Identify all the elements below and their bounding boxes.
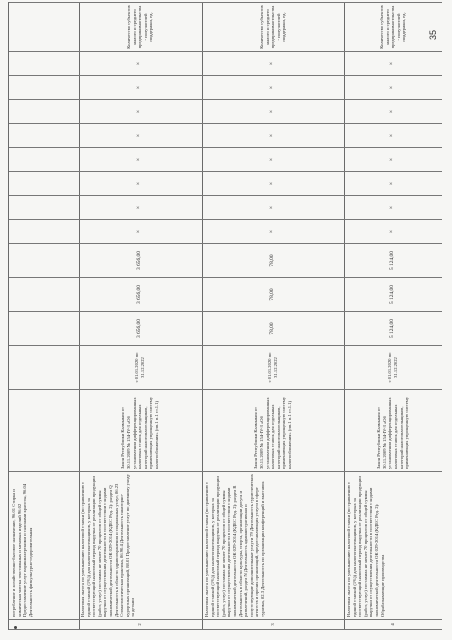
value-cell: [9, 244, 79, 278]
value-cell: 3 656,00: [78, 312, 202, 346]
x-mark-cell: ×: [344, 220, 442, 244]
indicator-cell: [9, 2, 79, 52]
empty-cell: [9, 76, 79, 100]
indicator-cell: Количество субъектов малого и среднего предпринимательства - получателей поддержки, ед.: [78, 2, 202, 52]
x-mark-cell: ×: [202, 52, 344, 76]
x-mark-cell: ×: [344, 52, 442, 76]
row-number-cell: 2: [78, 620, 202, 630]
x-mark-cell: ×: [202, 172, 344, 196]
x-mark-cell: ×: [78, 76, 202, 100]
basis-cell: Закон Республики Калмыкия от 30.11.2009 № 154-IV-З «Об установлении дифференцированных налоговых ставок для отдельных категорий налогоплательщиков, применяющих упрощенную систему налогообложения» (пп.1 п.1 ст.1.1): [202, 390, 344, 472]
empty-cell: [9, 52, 79, 76]
x-mark-cell: ×: [78, 52, 202, 76]
x-mark-cell: ×: [78, 172, 202, 196]
empty-cell: [9, 196, 79, 220]
x-mark-cell: ×: [78, 148, 202, 172]
basis-cell: Закон Республики Калмыкия от 30.11.2009 № 154-IV-З «Об установлении дифференцированных налоговых ставок для отдельных категорий налогоплательщиков, применяющих упрощенную систему: [344, 390, 442, 472]
value-cell: 3 656,00: [78, 244, 202, 278]
value-cell: 5 124,00: [344, 312, 442, 346]
period-cell: [9, 346, 79, 390]
period-cell: с 01.01.2020 по 31.12.2022: [202, 346, 344, 390]
indicator-cell: Количество субъектов малого и среднего предпринимательства - получателей поддержки, ед.: [202, 2, 344, 52]
x-mark-cell: ×: [202, 100, 344, 124]
description-cell: Налоговая льгота по уменьшению налоговой ставки (по сравнению с единой ставкой (1%)) для налогоплательщиков, у которых за соответствующий налоговый период выручка от реализации продукции (работ, услуг) составила не менее 70 процентов от общей суммы выручки от осуществления деятельности в соответствии с кодами экономической деятельности ОК 029-2014 (КДЕС Ред. 2): раздел Q Деятельность в области здравоохранения и социальных услуг, 86.23 Стоматологическая практика, 86.90.4 Деятельность санаторно-курортных организаций, 88.01 Предоставление услуг по дневному уходу за детьми: [78, 472, 202, 620]
value-cell: 78,00: [202, 312, 344, 346]
row-number-cell: 3: [202, 620, 344, 630]
scan-speck: [14, 626, 17, 629]
table-row: [8, 2, 80, 630]
x-mark-cell: ×: [202, 148, 344, 172]
x-mark-cell: ×: [344, 76, 442, 100]
empty-cell: [9, 100, 79, 124]
empty-cell: [9, 172, 79, 196]
description-cell: Налоговая льгота по уменьшению налоговой ставки (по сравнению с единой ставкой (1%)) для налогоплательщиков, у которых за соответствующий налоговый период выручка от реализации продукции (работ, услуг) составила не менее 70 процентов от общей суммы выручки от осуществления деятельности в соответствии с кодами экономической деятельности ОК 029-2014 (КДЕС Ред. 2): Обрабатывающие производства: [344, 472, 442, 620]
row-number-cell: 4: [344, 620, 442, 630]
value-cell: 3 656,00: [78, 278, 202, 312]
empty-cell: [9, 220, 79, 244]
page-number: 35: [427, 29, 438, 41]
table-row: [78, 2, 203, 630]
x-mark-cell: ×: [344, 148, 442, 172]
value-cell: 78,00: [202, 278, 344, 312]
x-mark-cell: ×: [78, 196, 202, 220]
x-mark-cell: ×: [202, 124, 344, 148]
table-row: [202, 2, 345, 630]
value-cell: 5 124,00: [344, 244, 442, 278]
value-cell: 5 124,00: [344, 278, 442, 312]
row-number-cell: [9, 620, 79, 630]
x-mark-cell: ×: [344, 100, 442, 124]
period-cell: с 01.01.2020 по 31.12.2022: [78, 346, 202, 390]
description-cell: Налоговая льгота по уменьшению налоговой ставки (по сравнению с единой ставкой (1%)) для налогоплательщиков, у которых за соответствующий налоговый период выручка от реализации продукции (работ, услуг) составила не менее 70 процентов от общей суммы выручки от осуществления деятельности в соответствии с кодами экономической деятельности ОК 029-2014 (КДЕС Ред. 2): раздел R Деятельность в области культуры, спорта, организации досуга и развлечений, раздел N Деятельность административная и сопутствующие дополнительные услуги 79 Деятельность туристических агентств и прочих организаций, предоставляющих услуги в сфере туризма, 82.3 Деятельность по организации конференций и выставок: [202, 472, 344, 620]
empty-cell: [9, 148, 79, 172]
description-cell: потребление и хозяйственно-бытовое назначение, 96.01 Стирка и химическая чистка текстильных и меховых изделий 96.02 Предоставление услуг парикмахерскими и салонами красоты, 96.04 Деятельность физкультурно-оздоровительная: [9, 472, 79, 620]
indicator-cell: Количество субъектов малого и среднего предпринимательства - получателей поддержки, ед.: [344, 2, 442, 52]
value-cell: [9, 278, 79, 312]
x-mark-cell: ×: [344, 172, 442, 196]
empty-cell: [9, 124, 79, 148]
basis-cell: [9, 390, 79, 472]
table-row: [344, 2, 442, 630]
x-mark-cell: ×: [344, 196, 442, 220]
x-mark-cell: ×: [78, 124, 202, 148]
x-mark-cell: ×: [202, 196, 344, 220]
x-mark-cell: ×: [202, 220, 344, 244]
x-mark-cell: ×: [78, 220, 202, 244]
period-cell: с 01.01.2020 по 31.12.2022: [344, 346, 442, 390]
x-mark-cell: ×: [78, 100, 202, 124]
value-cell: [9, 312, 79, 346]
x-mark-cell: ×: [344, 124, 442, 148]
tax-benefits-table: [8, 2, 442, 630]
value-cell: 78,00: [202, 244, 344, 278]
basis-cell: Закон Республики Калмыкия от 30.11.2009 № 154-IV-З «Об установлении дифференцированных налоговых ставок для отдельных категорий налогоплательщиков, применяющих упрощенную систему налогообложения» (пп.1 п.1 ст.1.1): [78, 390, 202, 472]
x-mark-cell: ×: [202, 76, 344, 100]
